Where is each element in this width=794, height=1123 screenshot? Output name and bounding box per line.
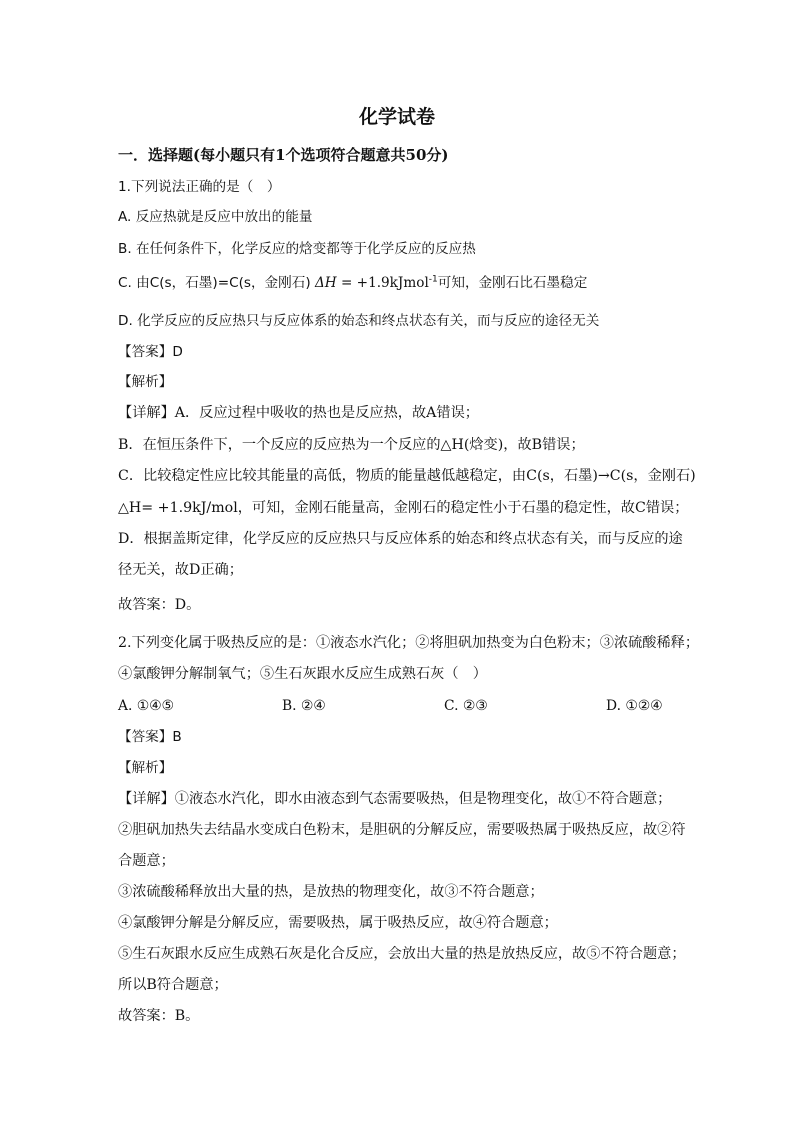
question-1-detail-4: △H= +1.9kJ/mol，可知，金刚石能量高，金刚石的稳定性小于石墨的稳定性，故C错误； (118, 500, 689, 516)
question-2-stem-line-1: 2.下列变化属于吸热反应的是：①液态水汽化；②将胆矾加热变为白色粉末；③浓硫酸稀释； (118, 635, 700, 651)
question-1-detail-2: B．在恒压条件下，一个反应的反应热为一个反应的△H(焓变)，故B错误； (118, 437, 585, 453)
question-2-detail-4: ③浓硫酸稀释放出大量的热，是放热的物理变化，故③不符合题意； (118, 884, 544, 900)
question-2-option-b: B. ②④ (282, 698, 326, 714)
question-2-option-d: D. ①②④ (606, 698, 663, 714)
question-2-detail-2: ②胆矾加热失去结晶水变成白色粉末，是胆矾的分解反应，需要吸热属于吸热反应，故②符 (118, 822, 686, 838)
question-1-option-a: A. 反应热就是反应中放出的能量 (118, 209, 313, 225)
delta-h-symbol: ΔH (314, 275, 337, 291)
question-1-detail-3: C．比较稳定性应比较其能量的高低，物质的能量越低越稳定，由C(s，石墨)→C(s，金刚石) (118, 468, 696, 484)
section-heading: 一．选择题(每小题只有1个选项符合题意共50分) (118, 146, 449, 164)
question-1-answer: 【答案】D (118, 344, 183, 360)
question-1-option-d: D. 化学反应的反应热只与反应体系的始态和终点状态有关，而与反应的途径无关 (118, 313, 600, 329)
question-2-detail-3: 合题意； (118, 853, 175, 869)
question-1-detail-6: 径无关，故D正确； (118, 562, 243, 578)
question-2-detail-5: ④氯酸钾分解是分解反应，需要吸热，属于吸热反应，故④符合题意； (118, 915, 558, 931)
question-1-detail-5: D．根据盖斯定律，化学反应的反应热只与反应体系的始态和终点状态有关，而与反应的途 (118, 531, 683, 547)
question-1-stem: 1.下列说法正确的是（ ） (118, 179, 281, 195)
option-c-prefix: C. 由C(s，石墨)=C(s，金刚石) (118, 275, 315, 291)
question-1-analysis-label: 【解析】 (118, 374, 173, 390)
question-1-option-b: B. 在任何条件下，化学反应的焓变都等于化学反应的反应热 (118, 241, 476, 257)
question-2-answer: 【答案】B (118, 729, 182, 745)
unit-exponent: -1 (428, 274, 438, 285)
question-2-analysis-label: 【解析】 (118, 760, 173, 776)
page-title: 化学试卷 (358, 106, 435, 128)
question-2-final-answer: 故答案：B。 (118, 1008, 200, 1024)
question-2-detail-7: 所以B符合题意； (118, 977, 228, 993)
question-2-option-c: C. ②③ (444, 698, 488, 714)
option-c-suffix: 可知，金刚石比石墨稳定 (437, 275, 588, 291)
question-1-detail-1: 【详解】A．反应过程中吸收的热也是反应热，故A错误； (118, 405, 479, 421)
enthalpy-value: = +1.9kJmol (336, 275, 429, 291)
question-2-stem-line-2: ④氯酸钾分解制氧气；⑤生石灰跟水反应生成熟石灰（ ） (118, 666, 487, 682)
question-2-detail-1: 【详解】①液态水汽化，即水由液态到气态需要吸热，但是物理变化，故①不符合题意； (118, 791, 672, 807)
question-1-option-c (118, 273, 587, 293)
question-1-final-answer: 故答案：D。 (118, 597, 201, 613)
question-2-option-a: A. ①④⑤ (118, 698, 174, 714)
question-2-detail-6: ⑤生石灰跟水反应生成熟石灰是化合反应，会放出大量的热是放热反应，故⑤不符合题意； (118, 946, 686, 962)
